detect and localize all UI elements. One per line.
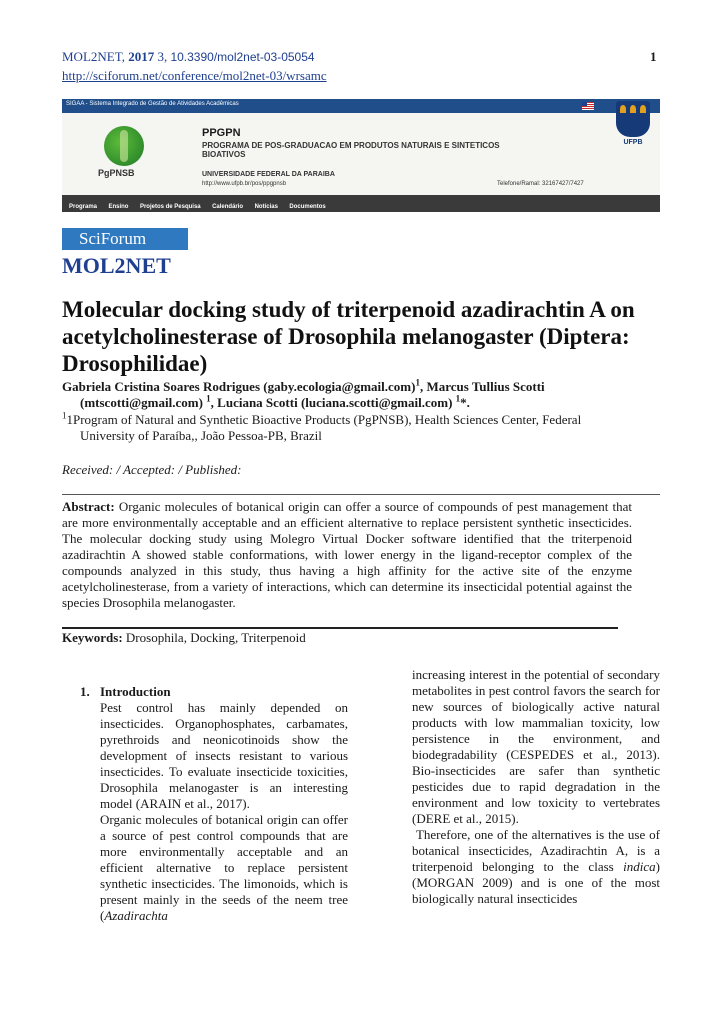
author-2: , Marcus Tullius Scotti — [419, 379, 545, 394]
paper-title: Molecular docking study of triterpenoid azadirachtin A on acetylcholinesterase of Drosophila melanogaster (Diptera: Drosophilidae) — [62, 297, 635, 376]
program-phone: Telefone/Ramal: 32167427/7427 — [497, 181, 584, 187]
author-1: Gabriela Cristina Soares Rodrigues (gaby.ecologia@gmail.com) — [62, 379, 416, 394]
mol2net-heading: MOL2NET — [62, 253, 171, 278]
banner-nav — [62, 195, 660, 212]
system-bar — [62, 99, 660, 113]
nav-item-documentos[interactable]: Documentos — [289, 204, 326, 210]
nav-item-ensino[interactable]: Ensino — [108, 204, 129, 210]
received-dates: Received: / Accepted: / Published: — [62, 462, 242, 477]
program-banner — [62, 99, 660, 212]
sciforum-badge: SciForum — [62, 228, 188, 250]
author-list: Gabriela Cristina Soares Rodrigues (gaby.ecologia@gmail.com)$^1$, Marcus Tullius Scotti (mtscotti@gmail.com) $^1$, Luciana Scotti (luciana.scotti@gmail.com) $^1$*. — [62, 377, 545, 410]
section-number: 1. — [80, 684, 90, 699]
affiliation-line-1: 1Program of Natural and Synthetic Bioactive Products (PgPNSB), Health Sciences Center, Federal — [66, 412, 582, 427]
conference-link[interactable]: http://sciforum.net/conference/mol2net-03/wrsamc — [62, 68, 327, 83]
keywords-label: Keywords: — [62, 630, 123, 645]
nav-item-calendario[interactable]: Calendário — [212, 204, 244, 210]
abstract — [62, 499, 632, 611]
intro-paragraph-1: Pest control has mainly depended on insecticides. Organophosphates, carbamates, pyrethroids and neonicotinoids show the development of insects resistant to various insecticides. To evaluate insecticide toxicities, Drosophila melanogaster is an interesting model (ARAIN et al., 2017). — [100, 700, 348, 811]
system-bar-text: SIGAA - Sistema Integrado de Gestão de Atividades Acadêmicas — [66, 101, 239, 107]
page-number: 1 — [650, 49, 657, 64]
section-heading: Introduction — [100, 684, 171, 699]
pgpnsb-logo-label: PgPNSB — [98, 168, 135, 178]
affiliation-line-2: University of Paraíba,, João Pessoa-PB, Brazil — [80, 428, 322, 443]
right-column — [412, 667, 660, 907]
corresponding-mark: *. — [460, 395, 470, 410]
ufpb-crest-icon — [616, 101, 650, 137]
keywords — [62, 630, 306, 646]
program-code: PPGPN — [202, 127, 241, 139]
divider — [62, 494, 660, 495]
author-3: , Luciana Scotti (luciana.scotti@gmail.com) — [210, 395, 453, 410]
intro-paragraph-2: Organic molecules of botanical origin can offer a source of pest control compounds that are more environmentally acceptable and an efficient alternative to replace persistent synthetic insecticides. The limonoids, which is present mainly in the seeds of the neem tree (Azadirachta — [100, 812, 348, 923]
pgpnsb-logo-icon — [104, 126, 144, 166]
intro-paragraph-4: Therefore, one of the alternatives is the use of botanical insecticides, Azadirachtin A, is a triterpenoid belonging to the class indica) (MORGAN 2009) and is one of the most biologically natural insecticides — [412, 827, 660, 906]
journal-name: MOL2NET — [62, 49, 122, 64]
journal-citation: MOL2NET, 2017 3, 10.3390/mol2net-03-05054 — [62, 49, 315, 64]
nav-item-programa[interactable]: Programa — [69, 204, 98, 210]
journal-year: 2017 — [128, 49, 155, 64]
left-column — [100, 684, 348, 924]
abstract-label: Abstract: — [62, 499, 115, 514]
keywords-text: Drosophila, Docking, Triterpenoid — [125, 630, 306, 645]
program-name: PROGRAMA DE POS-GRADUACAO EM PRODUTOS NATURAIS E SINTETICOS BIOATIVOS — [202, 141, 500, 159]
divider — [62, 627, 618, 629]
program-website[interactable]: http://www.ufpb.br/pos/ppgpnsb — [202, 181, 287, 187]
affiliation: $^1$1Program of Natural and Synthetic Bioactive Products (PgPNSB), Health Sciences Center, Federal University of Paraíba,, João Pessoa-PB, Brazil — [62, 410, 582, 443]
journal-volume: 3, — [157, 49, 168, 64]
ufpb-logo — [610, 101, 656, 149]
university-name: UNIVERSIDADE FEDERAL DA PARAIBA — [202, 171, 335, 178]
intro-paragraph-3: increasing interest in the potential of secondary metabolites in pest control favors the search for new sources of biologically active natural products with low mammalian toxicity, low persistence in the environment, and biodegradability (CESPEDES et al., 2013). Bio-insecticides are safer than synthetic pesticides due to rapid degradation in the environment and low toxicity to vertebrates (DERE et al., 2015). — [412, 667, 660, 826]
author-2-email: (mtscotti@gmail.com) $^1$ — [80, 393, 211, 410]
ufpb-logo-label: UFPB — [623, 139, 643, 146]
abstract-text: Organic molecules of botanical origin can offer a source of compounds of pest management that are more environmentally acceptable and an efficient alternative to replace persistent synthetic insecticides. The molecular docking study using Molegro Virtual Docker software identified that the triterpenoid azadirachtin A showed stable conformations, with lower energy in the ligand-receptor complex of the compounds analyzed in this study, thus having a high affinity for the active site of the enzyme acetylcholinesterase, from a variety of interactions, which can determine its insecticidal potential against the species Drosophila melanogaster. — [62, 499, 633, 610]
nav-item-projetos[interactable]: Projetos de Pesquisa — [139, 204, 201, 210]
nav-item-noticias[interactable]: Notícias — [254, 204, 278, 210]
journal-doi: 10.3390/mol2net-03-05054 — [170, 50, 315, 64]
us-flag-icon[interactable] — [582, 102, 594, 110]
